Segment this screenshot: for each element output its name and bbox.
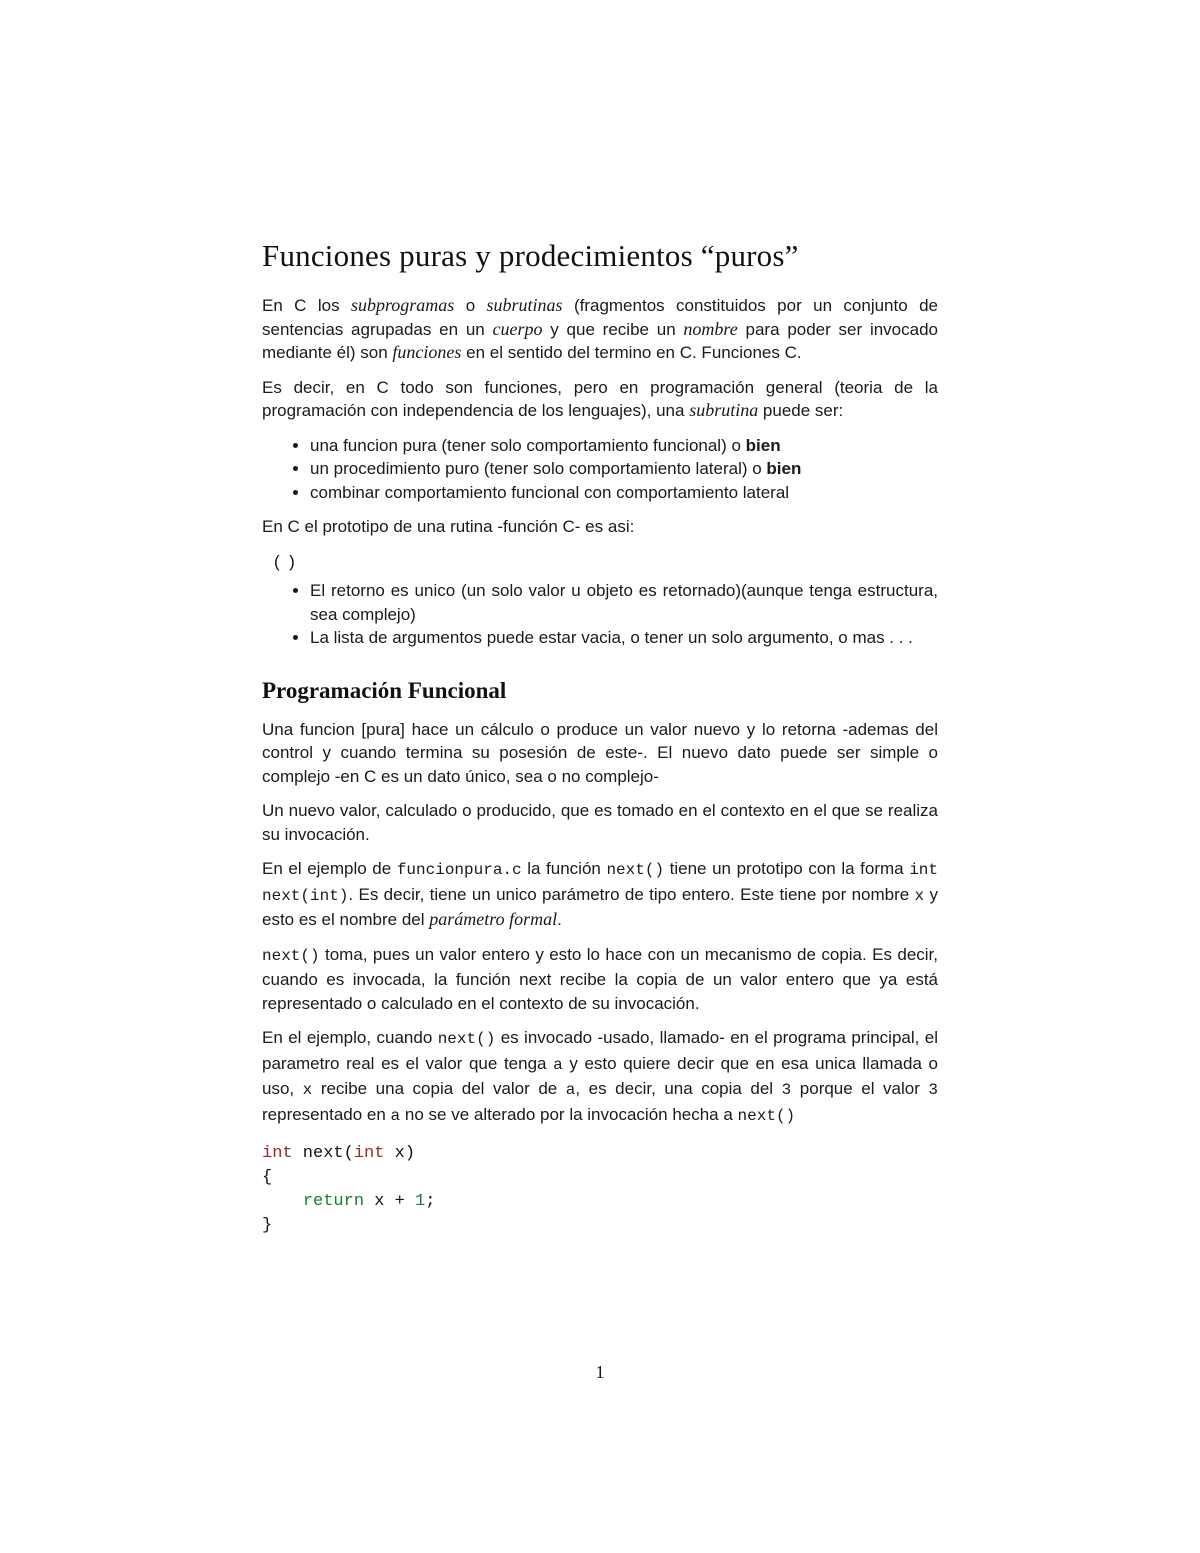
list-item: • La lista de argumentos puede estar vacia, o tener un solo argumento, o mas . . .: [310, 626, 938, 650]
text: , es decir, una copia del: [575, 1079, 782, 1098]
text: no se ve alterado por la invocación hecha a: [400, 1104, 738, 1124]
list-item: • El retorno es unico (un solo valor u objeto es retornado)(aunque tenga estructura, sea complejo): [310, 579, 938, 626]
list-item: [310, 434, 938, 458]
inline-code: a: [565, 1081, 576, 1099]
list-item-text: combinar comportamiento funcional con comportamiento lateral: [310, 482, 790, 502]
code-keyword: int: [262, 1144, 293, 1163]
text: Es decir, en C todo son funciones, pero en programación general (teoria de la programación con independencia de los lenguajes), una: [262, 377, 938, 420]
paragraph-invocacion: [262, 1026, 938, 1128]
text: puede ser:: [758, 401, 844, 420]
prototype-notes-list: [262, 579, 938, 650]
text: es invocado -usado, llamado- en el programa principal, el parametro real es el valor que tenga: [262, 1028, 939, 1073]
paragraph-copia: [262, 943, 938, 1016]
page-number: 1: [595, 1362, 605, 1382]
prototype-line: ( ): [274, 551, 295, 571]
emphasis: parámetro formal: [429, 909, 558, 929]
emphasis: nombre: [683, 318, 738, 339]
text: toma, pues un valor entero y esto lo hace con un mecanismo de copia. Es decir, cuando es invocada, la función next recibe la copia de un valor entero que ya está representado o calculado en el contexto de su invocación.: [262, 944, 938, 1013]
list-item: [310, 481, 938, 505]
code-text: }: [262, 1216, 273, 1235]
paragraph-prototipo: En C el prototipo de una rutina -función C- es asi:: [262, 517, 635, 536]
emphasis: subrutinas: [486, 295, 563, 315]
list-item-bold: bien: [766, 459, 802, 478]
code-keyword: int: [353, 1144, 385, 1163]
page-title: Funciones puras y prodecimientos “puros”: [262, 238, 799, 273]
text: recibe una copia del valor de: [312, 1079, 566, 1098]
code-indent: [262, 1192, 303, 1211]
text: (fragmentos constituidos por un conjunto de sentencias agrupadas en un: [262, 296, 938, 339]
emphasis: subrutina: [689, 400, 759, 420]
text: . Es decir, tiene un unico parámetro de tipo entero. Este tiene por nombre: [348, 884, 915, 904]
paragraph-subprogramas: [262, 294, 938, 365]
list-item: [310, 457, 938, 481]
text: la función: [521, 859, 607, 878]
inline-code: 3: [781, 1081, 792, 1099]
text: En el ejemplo, cuando: [262, 1028, 438, 1047]
text: tiene un prototipo con la forma: [664, 859, 910, 878]
text: representado en: [262, 1104, 391, 1124]
text: En C los: [262, 296, 351, 315]
code-text: x +: [364, 1192, 416, 1211]
section-heading: Programación Funcional: [262, 677, 507, 703]
text: o: [454, 296, 487, 315]
list-item-text: una funcion pura (tener solo comportamiento funcional) o: [310, 435, 746, 455]
text: porque el valor: [791, 1079, 929, 1098]
code-text: x): [384, 1144, 416, 1163]
code-text: {: [262, 1168, 273, 1187]
code-block: [262, 1142, 938, 1238]
subrutina-types-list: [262, 434, 938, 505]
code-keyword: return: [302, 1192, 365, 1211]
list-item-text: un procedimiento puro (tener solo comportamiento lateral) o: [310, 459, 767, 478]
code-text: ;: [425, 1192, 436, 1211]
inline-code: next(): [262, 946, 320, 965]
paragraph-funcion-pura: Una funcion [pura] hace un cálculo o produce un valor nuevo y lo retorna -ademas del control y cuando termina su posesión de este-. El nuevo dato puede ser simple o complejo -en C es un dato único, sea o no complejo-: [262, 719, 938, 786]
inline-code: funcionpura.c: [396, 861, 522, 879]
text: y esto es el nombre del: [262, 884, 938, 929]
text: .: [557, 910, 562, 929]
list-item-bold: bien: [745, 435, 781, 455]
code-text: next(: [292, 1144, 354, 1163]
inline-code: a: [553, 1055, 563, 1074]
text: y esto quiere decir que en esa unica llamada o uso,: [262, 1053, 939, 1098]
text: En el ejemplo de: [262, 859, 397, 878]
text: y que recibe un: [542, 319, 684, 339]
emphasis: cuerpo: [492, 318, 543, 339]
paragraph-nuevo-valor: Un nuevo valor, calculado o producido, que es tomado en el contexto en el que se realiza su invocación.: [262, 801, 938, 844]
inline-code: a: [390, 1106, 401, 1125]
code-number: 1: [415, 1192, 426, 1211]
inline-code: x: [914, 886, 925, 905]
paragraph-es-decir: [262, 376, 938, 423]
paragraph-ejemplo: [262, 857, 938, 932]
inline-code: next(): [437, 1030, 496, 1048]
emphasis: subprogramas: [350, 295, 455, 315]
inline-code: x: [302, 1081, 313, 1099]
inline-code: 3: [928, 1081, 939, 1099]
text: para poder ser invocado mediante él) son: [262, 319, 938, 362]
text: en el sentido del termino en C. Funciones C.: [461, 343, 802, 362]
inline-code: next(): [606, 861, 665, 879]
inline-code: int next(int): [262, 861, 938, 905]
emphasis: funciones: [392, 342, 462, 362]
inline-code: next(): [737, 1106, 796, 1125]
document-page: [262, 236, 938, 1238]
